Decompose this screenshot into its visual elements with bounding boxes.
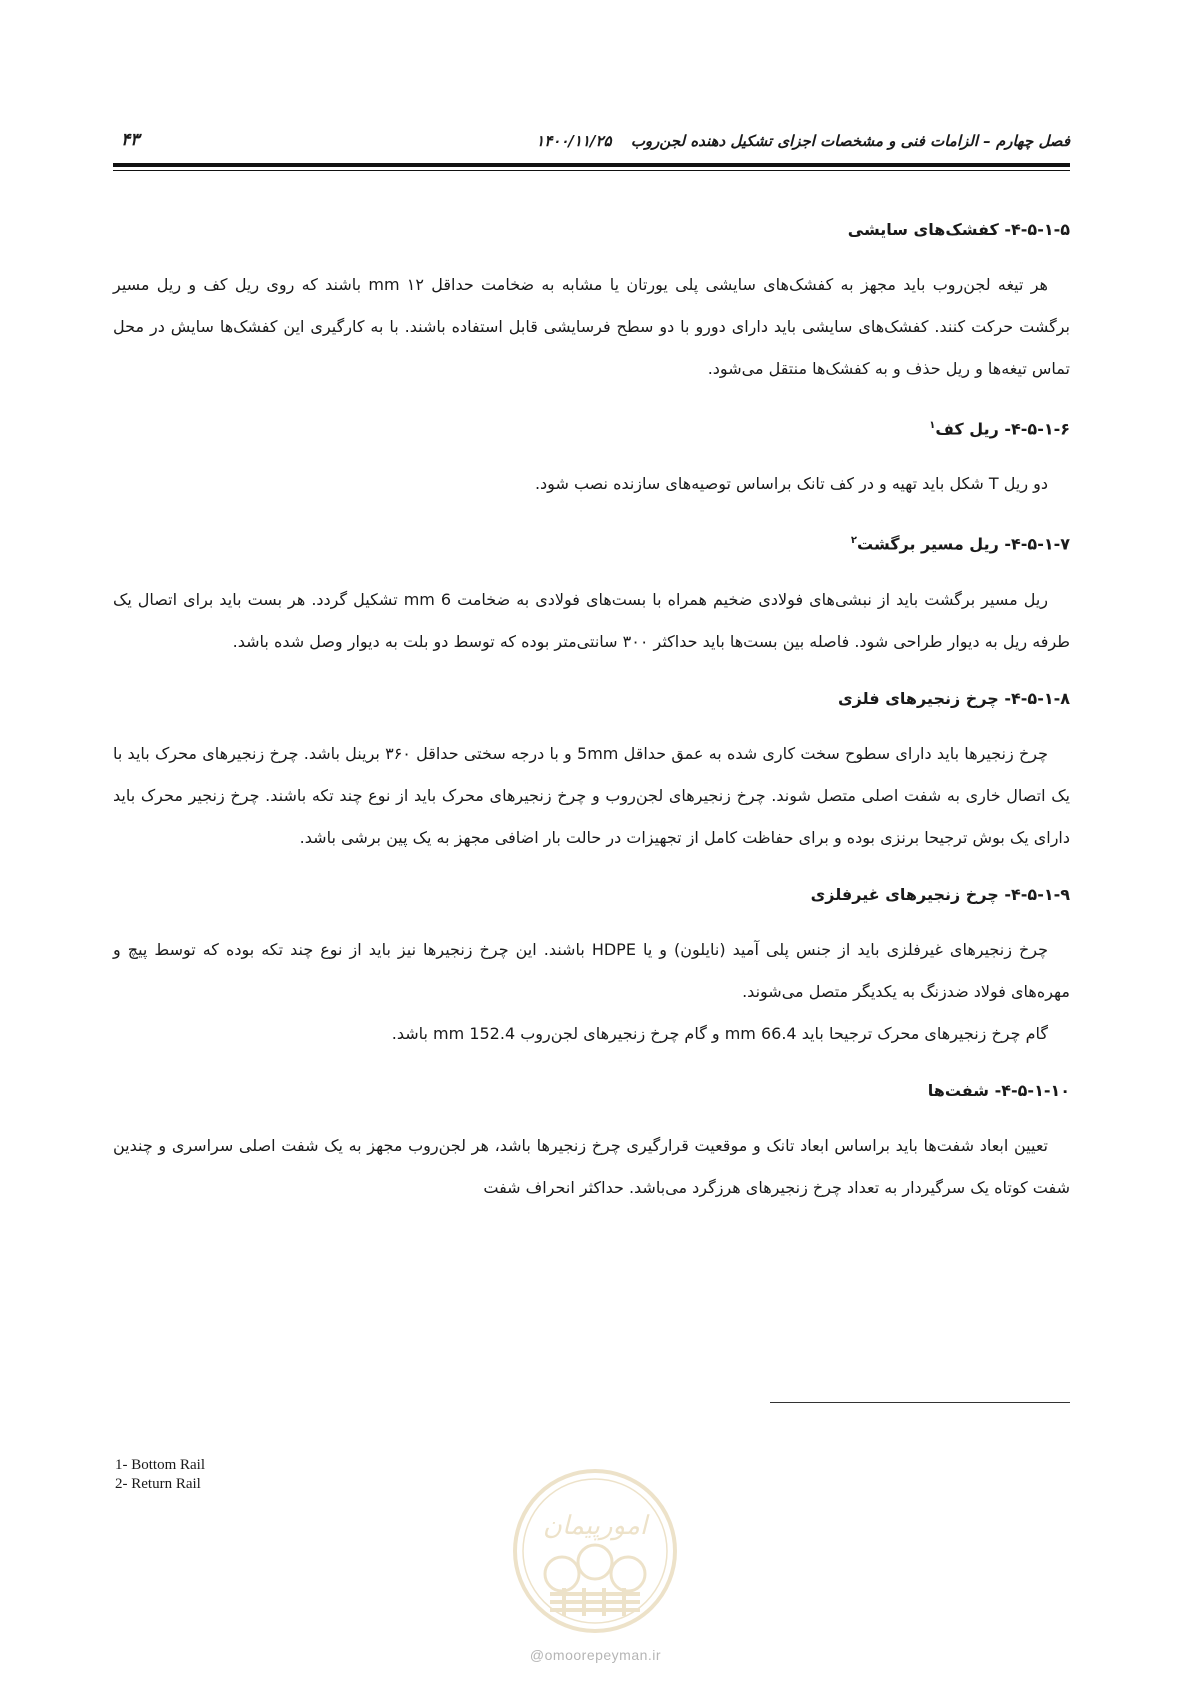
body-content bbox=[113, 218, 1070, 1221]
section-heading-bottom-rail: ۴-۵-۱-۶- ریل کف$^۱$ bbox=[929, 419, 1070, 439]
footnote-1: 1- Bottom Rail bbox=[115, 1457, 205, 1473]
header-rule-thick bbox=[113, 163, 1070, 167]
section-heading-shafts: ۴-۵-۱-۱۰- شفت‌ها bbox=[927, 1080, 1070, 1100]
section-heading-wear-shoes: ۴-۵-۱-۵- کفشک‌های سایشی bbox=[847, 220, 1070, 239]
paragraph: هر تیغه لجن‌روب باید مجهز به کفشک‌های سایشی پلی یورتان یا مشابه به ضخامت حداقل mm ۱۲ باشند که روی ریل کف و ریل مسیر برگشت حرکت کنند. کفشک‌های سایشی باید دارای دورو با دو سطح فرسایشی قابل استفاده باشند. با به کارگیری این کفشک‌ها سایش در محل تماس تیغه‌ها و ریل حذف و به کفشک‌ها منتقل می‌شود. bbox=[113, 275, 1070, 378]
header-date: ۱۴۰۰/۱۱/۲۵ bbox=[536, 132, 612, 150]
section-heading-return-rail: ۴-۵-۱-۷- ریل مسیر برگشت$^۲$ bbox=[850, 534, 1070, 554]
page-number: ۴۳ bbox=[121, 130, 140, 150]
paragraph: تعیین ابعاد شفت‌ها باید براساس ابعاد تانک و موقعیت قرارگیری چرخ زنجیرها باشد، هر لجن‌روب مجهز به یک شفت اصلی سراسری و چندین شفت کوتاه یک سرگیردار به تعداد چرخ زنجیرهای هرزگرد می‌باشد. حداکثر انحراف شفت bbox=[113, 1135, 1070, 1197]
paragraph: گام چرخ زنجیرهای محرک ترجیحا باید 66.4 mm و گام چرخ زنجیرهای لجن‌روب 152.4 mm باشد. bbox=[391, 1023, 1048, 1043]
seal-text: امورپیمان bbox=[542, 1511, 648, 1541]
chapter-title bbox=[536, 132, 1070, 150]
footnote-ref: ۲ bbox=[850, 535, 857, 547]
running-header bbox=[113, 128, 1070, 162]
chapter-title-text: فصل چهارم – الزامات فنی و مشخصات اجزای تشکیل دهنده لجن‌روب bbox=[630, 132, 1070, 150]
paragraph: ریل مسیر برگشت باید از نبشی‌های فولادی ضخیم همراه با بست‌های فولادی به ضخامت 6 mm تشکیل گردد. هر بست باید برای اتصال یک طرفه ریل به دیوار طراحی شود. فاصله بین بست‌ها باید حداکثر ۳۰۰ سانتی‌متر بوده که توسط دو بلت به دیوار وصل شده باشد. bbox=[113, 589, 1070, 651]
header-rule-thin bbox=[113, 170, 1070, 171]
section-heading-nonmetal-sprockets: ۴-۵-۱-۹- چرخ زنجیرهای غیرفلزی bbox=[810, 884, 1070, 904]
section-heading-metal-sprockets: ۴-۵-۱-۸- چرخ زنجیرهای فلزی bbox=[838, 688, 1070, 708]
paragraph: چرخ زنجیرها باید دارای سطوح سخت کاری شده به عمق حداقل 5mm و با درجه سختی حداقل ۳۶۰ برینل باشد. چرخ زنجیرهای محرک باید با یک اتصال خاری به شفت اصلی متصل شوند. چرخ زنجیرهای لجن‌روب و چرخ زنجیرهای محرک باید از نوع چند تکه باشند. چرخ زنجیر محرک باید دارای یک بوش ترجیحا برنزی بوده و برای حفاظت کامل از تجهیزات در حالت بار اضافی مجهز به یک پین برشی باشد. bbox=[113, 743, 1070, 847]
footnote-2: 2- Return Rail bbox=[115, 1476, 201, 1492]
footnote-ref: ۱ bbox=[929, 420, 936, 431]
footnote-separator bbox=[770, 1402, 1070, 1403]
watermark-site-text: @omoorepeyman.ir bbox=[529, 1647, 662, 1663]
watermark-seal-logo bbox=[510, 1466, 680, 1636]
paragraph: چرخ زنجیرهای غیرفلزی باید از جنس پلی آمید (نایلون) و یا HDPE باشند. این چرخ زنجیرها نیز باید از نوع چند تکه بوده که توسط پیچ و مهره‌های فولاد ضدزنگ به یکدیگر متصل می‌شوند. bbox=[113, 939, 1070, 1001]
paragraph: دو ریل T شکل باید تهیه و در کف تانک براساس توصیه‌های سازنده نصب شود. bbox=[534, 474, 1048, 494]
footnotes bbox=[115, 1456, 205, 1494]
